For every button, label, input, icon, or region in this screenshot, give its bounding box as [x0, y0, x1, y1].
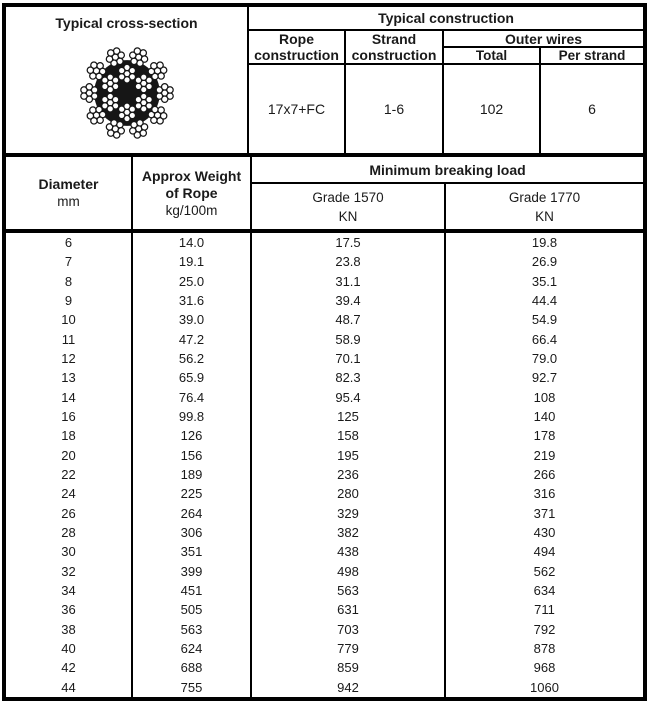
table-row [6, 426, 643, 445]
weight-cell: 264 [131, 504, 250, 523]
weight-cell: 56.2 [131, 349, 250, 368]
grade-1570-label: Grade 1570 [312, 189, 384, 205]
weight-cell: 624 [131, 639, 250, 658]
diameter-cell: 38 [61, 621, 76, 637]
rope-construction-header: Rope construction [247, 31, 344, 65]
weight-cell: 451 [131, 581, 250, 600]
weight-cell: 19.1 [131, 252, 250, 271]
weight-cell: 76.4 [131, 388, 250, 407]
weight-cell: 156 [131, 446, 250, 465]
grade-1570-cell: 779 [250, 639, 444, 658]
table-row [6, 252, 643, 271]
grade-1570-cell: 95.4 [250, 388, 444, 407]
grade-1770-cell: 19.8 [444, 233, 643, 252]
weight-cell: 14.0 [131, 233, 250, 252]
construction-title: Typical construction [247, 7, 643, 31]
rope-construction-value: 17x7+FC [247, 65, 344, 153]
diameter-cell: 44 [61, 679, 76, 695]
weight-cell: 189 [131, 465, 250, 484]
table-row [6, 620, 643, 639]
weight-cell: 563 [131, 620, 250, 639]
grade-1570-cell: 158 [250, 426, 444, 445]
grade-1570-unit: KN [338, 208, 358, 224]
grade-1770-cell: 178 [444, 426, 643, 445]
grade-1570-cell: 942 [250, 678, 444, 697]
table-row [6, 504, 643, 523]
grade-1770-cell: 54.9 [444, 310, 643, 329]
diameter-cell: 12 [61, 351, 76, 367]
diameter-cell: 7 [64, 254, 73, 270]
table-row [6, 600, 643, 619]
diameter-cell: 28 [61, 525, 76, 541]
weight-cell: 399 [131, 562, 250, 581]
table-row [6, 407, 643, 426]
diameter-cell: 22 [61, 467, 76, 483]
diameter-unit: mm [57, 194, 80, 209]
table-row [6, 310, 643, 329]
table-row [6, 639, 643, 658]
breaking-load-title: Minimum breaking load [250, 157, 643, 184]
diameter-cell: 24 [61, 486, 76, 502]
grade-1770-cell: 634 [444, 581, 643, 600]
table-row [6, 542, 643, 561]
diameter-cell: 11 [61, 331, 76, 347]
grade-1770-unit: KN [535, 208, 554, 224]
diameter-cell: 10 [61, 312, 76, 328]
diameter-column-header [6, 157, 131, 229]
grade-1570-cell: 859 [250, 658, 444, 677]
table-row [6, 484, 643, 503]
weight-cell: 47.2 [131, 330, 250, 349]
diameter-cell: 20 [61, 447, 76, 463]
outer-wires-total-header: Total [442, 48, 539, 65]
diameter-cell: 40 [61, 641, 76, 657]
table-row [6, 272, 643, 291]
strand-construction-header: Strand construction [344, 31, 442, 65]
grade-1570-cell: 17.5 [250, 233, 444, 252]
grade-1570-cell: 382 [250, 523, 444, 542]
grade-1570-cell: 58.9 [250, 330, 444, 349]
grade-1770-cell: 219 [444, 446, 643, 465]
grade-1770-cell: 266 [444, 465, 643, 484]
weight-cell: 351 [131, 542, 250, 561]
outer-wires-total-value: 102 [442, 65, 539, 153]
grade-1770-cell: 430 [444, 523, 643, 542]
table-row [6, 388, 643, 407]
breaking-load-header-section [6, 157, 643, 233]
grade-1770-cell: 878 [444, 639, 643, 658]
table-row [6, 678, 643, 697]
weight-cell: 25.0 [131, 272, 250, 291]
grade-1570-cell: 48.7 [250, 310, 444, 329]
grade-1770-cell: 44.4 [444, 291, 643, 310]
grade-1770-cell: 494 [444, 542, 643, 561]
grade-1570-cell: 70.1 [250, 349, 444, 368]
weight-cell: 65.9 [131, 368, 250, 387]
construction-header-section [6, 7, 643, 157]
grade-1570-cell: 125 [250, 407, 444, 426]
weight-cell: 31.6 [131, 291, 250, 310]
weight-cell: 126 [131, 426, 250, 445]
weight-cell: 39.0 [131, 310, 250, 329]
grade-1770-cell: 1060 [444, 678, 643, 697]
grade-1570-cell: 23.8 [250, 252, 444, 271]
outer-wires-header: Outer wires [442, 31, 643, 48]
table-row [6, 233, 643, 252]
grade-1570-cell: 631 [250, 600, 444, 619]
grade-1770-cell: 66.4 [444, 330, 643, 349]
diameter-cell: 18 [61, 428, 76, 444]
table-row [6, 658, 643, 677]
grade-1570-cell: 563 [250, 581, 444, 600]
cross-section-cell [6, 7, 247, 153]
cross-section-title: Typical cross-section [55, 14, 198, 31]
grade-1570-cell: 329 [250, 504, 444, 523]
weight-cell: 755 [131, 678, 250, 697]
grade-1570-cell: 703 [250, 620, 444, 639]
diameter-cell: 42 [61, 660, 76, 676]
grade-1770-cell: 108 [444, 388, 643, 407]
diameter-cell: 6 [64, 235, 73, 251]
weight-label: Approx Weight of Rope [141, 167, 242, 201]
table-row [6, 368, 643, 387]
weight-column-header [131, 157, 250, 229]
weight-cell: 225 [131, 484, 250, 503]
grade-1770-cell: 26.9 [444, 252, 643, 271]
table-row [6, 465, 643, 484]
table-row [6, 562, 643, 581]
wire-rope-spec-table [2, 3, 647, 701]
diameter-cell: 32 [61, 563, 76, 579]
grade-1770-cell: 79.0 [444, 349, 643, 368]
grade-1770-cell: 140 [444, 407, 643, 426]
grade-1570-column-header [250, 184, 444, 229]
rope-cross-section-image [69, 35, 185, 151]
weight-unit: kg/100m [165, 202, 218, 218]
weight-cell: 99.8 [131, 407, 250, 426]
weight-cell: 306 [131, 523, 250, 542]
grade-1770-cell: 968 [444, 658, 643, 677]
grade-1770-label: Grade 1770 [508, 189, 581, 205]
grade-1770-cell: 562 [444, 562, 643, 581]
strand-construction-value: 1-6 [344, 65, 442, 153]
weight-cell: 505 [131, 600, 250, 619]
diameter-cell: 9 [64, 293, 73, 309]
weight-cell: 688 [131, 658, 250, 677]
grade-1570-cell: 31.1 [250, 272, 444, 291]
table-row [6, 291, 643, 310]
outer-wires-per-strand-value: 6 [539, 65, 643, 153]
diameter-cell: 13 [61, 370, 76, 386]
diameter-label: Diameter [38, 176, 99, 192]
diameter-cell: 14 [61, 389, 76, 405]
data-rows-section [6, 233, 643, 697]
grade-1770-column-header [444, 184, 643, 229]
table-row [6, 523, 643, 542]
table-row [6, 581, 643, 600]
table-row [6, 446, 643, 465]
grade-1770-cell: 792 [444, 620, 643, 639]
table-row [6, 349, 643, 368]
diameter-cell: 26 [61, 505, 76, 521]
diameter-cell: 16 [61, 409, 76, 425]
diameter-cell: 30 [61, 544, 76, 560]
diameter-cell: 34 [61, 583, 76, 599]
grade-1570-cell: 82.3 [250, 368, 444, 387]
grade-1770-cell: 711 [444, 600, 643, 619]
grade-1570-cell: 236 [250, 465, 444, 484]
table-row [6, 330, 643, 349]
grade-1570-cell: 39.4 [250, 291, 444, 310]
diameter-cell: 8 [64, 273, 73, 289]
grade-1770-cell: 92.7 [444, 368, 643, 387]
grade-1770-cell: 316 [444, 484, 643, 503]
outer-wires-per-strand-header: Per strand [539, 48, 643, 65]
grade-1570-cell: 498 [250, 562, 444, 581]
diameter-cell: 36 [61, 602, 76, 618]
grade-1770-cell: 371 [444, 504, 643, 523]
grade-1570-cell: 438 [250, 542, 444, 561]
grade-1570-cell: 280 [250, 484, 444, 503]
grade-1770-cell: 35.1 [444, 272, 643, 291]
grade-1570-cell: 195 [250, 446, 444, 465]
